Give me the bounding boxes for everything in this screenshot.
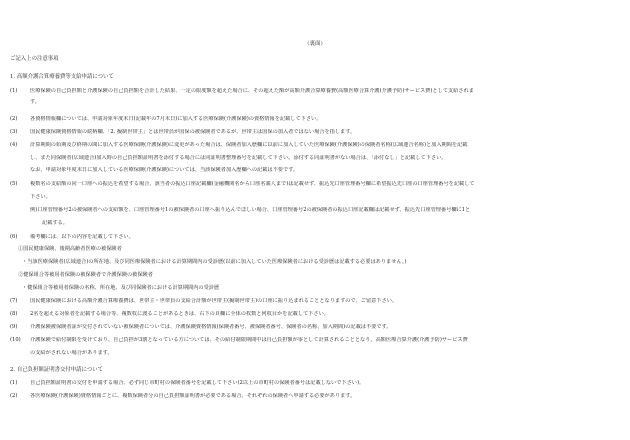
item-text-continued: し、また同保険者(広域連合)加入時の自己負担額証明書を添付する場合には同証明書整理番号を記載して下さい。添付する同証明書がない場合は、「添付なし」と記載して下さい。 — [30, 155, 447, 161]
section-2-title: 2. 自己負担額証明書交付申請について — [10, 367, 103, 373]
notes-heading: ご記入上の注意事項 — [10, 56, 59, 62]
item-text: 医療保険の自己負担額と介護保険の自己負担額を合計した結果、一定の限度額を超えた場合に、その超えた額が高額介護合算療養費(高額医療合算介護(介護予防)サービス費)として支給されま — [30, 88, 474, 94]
item-number: (9) — [10, 324, 18, 330]
item-text: 介護保険で給付制限を受けており、自己負担が3割となっている方については、その給付制限期間中は自己負担額が零として計算されることとなり、高額医療合算介護(介護予防)サービス費 — [30, 337, 468, 343]
s2-item-1 — [10, 380, 616, 387]
item-text: 国民健康保険資格情報の続柄欄、「2. 擬制世帯主」とは世帯員が国保の被保険者であるが、世帯主は国保の加入者ではない場合を指します。 — [30, 129, 356, 135]
item-text: 国民健康保険における高額介護合算療養費は、世帯主・世帯員の支給合計額が世帯主(擬制世帯主)の口座に振り込まれることとなりますので、ご留意下さい。 — [30, 298, 398, 304]
item-text: 各資格情報欄については、申請対象年度末日(記載年の7月末日)に加入する医療保険(介護保険)の資格情報を記載して下さい。 — [30, 116, 322, 122]
example-text: 例)口座管理番号2の被保険者への支給額を、口座管理番号1の被保険者の口座へ振り込んでほしい場合、口座管理番号2の被保険者の振込口座記載欄は記載せず、振込先口座管理番号欄に1と — [30, 207, 471, 213]
s1-item-3 — [10, 129, 616, 136]
page-header: （裏面） — [304, 41, 326, 47]
s1-item-2 — [10, 116, 616, 123]
s2-item-2 — [10, 393, 616, 400]
item-number: (6) — [10, 234, 18, 240]
subheading-national-insurance: ①国民健康保険、後期高齢者医療の被保険者 — [18, 246, 122, 252]
item-text: 介護保険被保険者証が交付されていない被保険者については、介護保険資格情報(保険者番号、被保険者番号、保険者の名称、加入期間)の記載は不要です。 — [30, 324, 392, 330]
item-number: (1) — [10, 88, 18, 94]
item-number: (8) — [10, 311, 18, 317]
item-number: (3) — [10, 129, 18, 135]
item-text: 2名を超える対象者を記載する場合等、複数枚に渡ることがあるときは、右下の頁欄に全体の枚数と何枚目かを記載して下さい。 — [30, 311, 329, 317]
item-number: (1) — [10, 380, 18, 386]
example-text-continued: 記載する。 — [42, 220, 68, 226]
item-text: 自己負担額証明書の交付を申請する場合、必ず同じ市町村の保険者番号を記載して下さい(2以上の市町村の保険者番号は記載しないで下さい)。 — [30, 380, 365, 386]
s1-item-10 — [10, 337, 616, 344]
item-number: (2) — [10, 116, 18, 122]
item-text-continued: なお、申請対象年度末日に加入している医療保険(介護保険)については、当該保険者加入歴欄への記載は不要です。 — [30, 167, 299, 173]
item-text: 複数名の支給額の同一口座への振込を希望する場合、該当者の振込口座記載欄(金融機関名から口座名義人まで)は記載せず、振込先口座管理番号欄に希望振込先口座の口座管理番号を記載して — [30, 181, 475, 187]
item-number: (10) — [10, 337, 21, 343]
s1-item-8 — [10, 311, 616, 318]
s1-item-4 — [10, 142, 616, 149]
s1-item-5 — [10, 181, 616, 188]
subheading-employee-insurance: ②健保組合等被用者保険の被保険者で介護保険の被保険者 — [18, 272, 153, 278]
item-text: 備考欄には、以下の内容を記載して下さい。 — [30, 234, 134, 240]
s1-item-6 — [10, 234, 616, 241]
item-text: 各医療保険(介護保険)資格情報ごとに、複数保険者分の自己負担額証明書が必要である場合、それぞれの保険者へ申請する必要があります。 — [30, 393, 356, 399]
item-text: 計算期間の始期及び終期の間に加入する医療保険(介護保険)に変更があった場合は、保険者加入歴欄に以前に加入していた医療保険(介護保険)の保険者名称(広域連合名称)と加入期間を記載 — [30, 142, 468, 148]
s1-item-7 — [10, 298, 616, 305]
item-number: (4) — [10, 142, 18, 148]
s1-item-1 — [10, 88, 616, 95]
item-text-continued: の支給がされない場合があります。 — [30, 350, 113, 356]
item-number: (7) — [10, 298, 18, 304]
item-text-continued: 下さい。 — [30, 194, 51, 200]
section-1-title: 1. 高額介護合算療養費等支給申請について — [10, 74, 114, 80]
bullet-text: ・健保組合等被用者保険の名称、所在地、及び同保険者における計算期間内の受診歴 — [22, 285, 220, 291]
item-number: (2) — [10, 393, 18, 399]
item-text-continued: す。 — [30, 99, 40, 105]
item-number: (5) — [10, 181, 18, 187]
s1-item-9 — [10, 324, 616, 331]
bullet-text: ・当該医療保険者(広域連合)の所在地、及び同医療保険者における計算期間内の受診歴(以前に加入していた医療保険者における受診歴は記載する必要はありません。) — [22, 259, 407, 265]
